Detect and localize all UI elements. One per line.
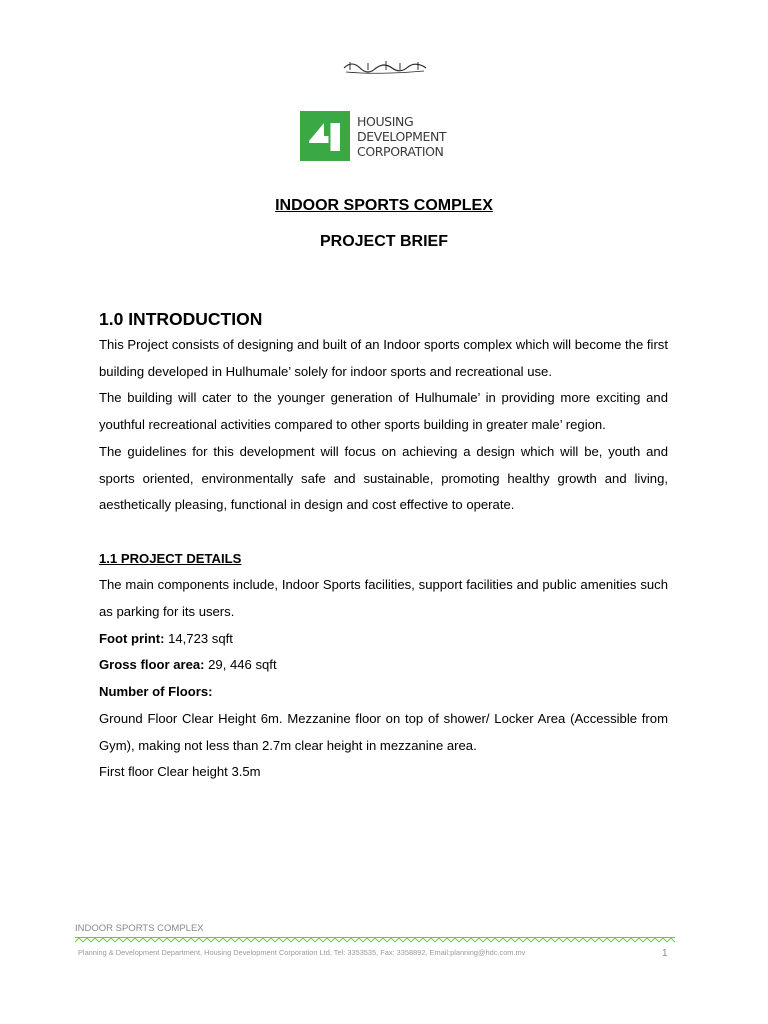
intro-paragraph-2: The building will cater to the younger generation of Hulhumale’ in providing more exciting and youthful recreational activities compared to other sports building in greater male’ region. [99,390,668,433]
footprint-label: Foot print: [99,630,165,646]
ground-floor-paragraph: Ground Floor Clear Height 6m. Mezzanine floor on top of shower/ Locker Area (Accessible from Gym), making not less than 2.7m clear height in mezzanine area. [99,710,668,753]
project-details-heading: 1.1 PROJECT DETAILS [99,550,242,566]
intro-paragraph-1: This Project consists of designing and built of an Indoor sports complex which will become the first building developed in Hulhumale’ solely for indoor sports and recreational use. [99,337,668,379]
document-title: INDOOR SPORTS COMPLEX [275,197,493,214]
footprint-value: 14,723 sqft [164,630,233,646]
footprint-line [99,626,668,653]
logo-line-1: HOUSING [357,113,414,129]
footer-contact-line: Planning & Development Department, Housing Development Corporation Ltd, Tel: 3353535, Fax: 3358892, Email:planning@hdc.com.mv [78,948,526,957]
footer-decorative-rule [75,936,675,944]
page-number: 1 [662,948,668,959]
document-body [99,332,668,786]
logo-line-2: DEVELOPMENT [357,128,447,144]
intro-paragraph-3: The guidelines for this development will focus on achieving a design which will be, youth and sports oriented, environmentally safe and sustainable, promoting healthy growth and living, aesthetically pleasing, functional in design and cost effective to operate. [99,443,668,513]
logo-line-3: CORPORATION [357,143,444,159]
gfa-value: 29, 446 sqft [204,657,277,673]
gfa-line [99,652,668,679]
hdc-logo-mark-icon [300,111,350,161]
hdc-logo-text [357,114,446,159]
gfa-label: Gross floor area: [99,657,205,673]
bismillah-calligraphy [340,56,430,76]
hdc-logo [300,110,470,162]
components-paragraph: The main components include, Indoor Sports facilities, support facilities and public amenities such as parking for its users. [99,577,668,620]
first-floor-line: First floor Clear height 3.5m [99,764,261,780]
document-subtitle: PROJECT BRIEF [319,233,448,250]
introduction-heading: 1.0 INTRODUCTION [99,309,263,329]
footer-title: INDOOR SPORTS COMPLEX [75,923,204,934]
floors-label: Number of Floors: [99,684,213,700]
